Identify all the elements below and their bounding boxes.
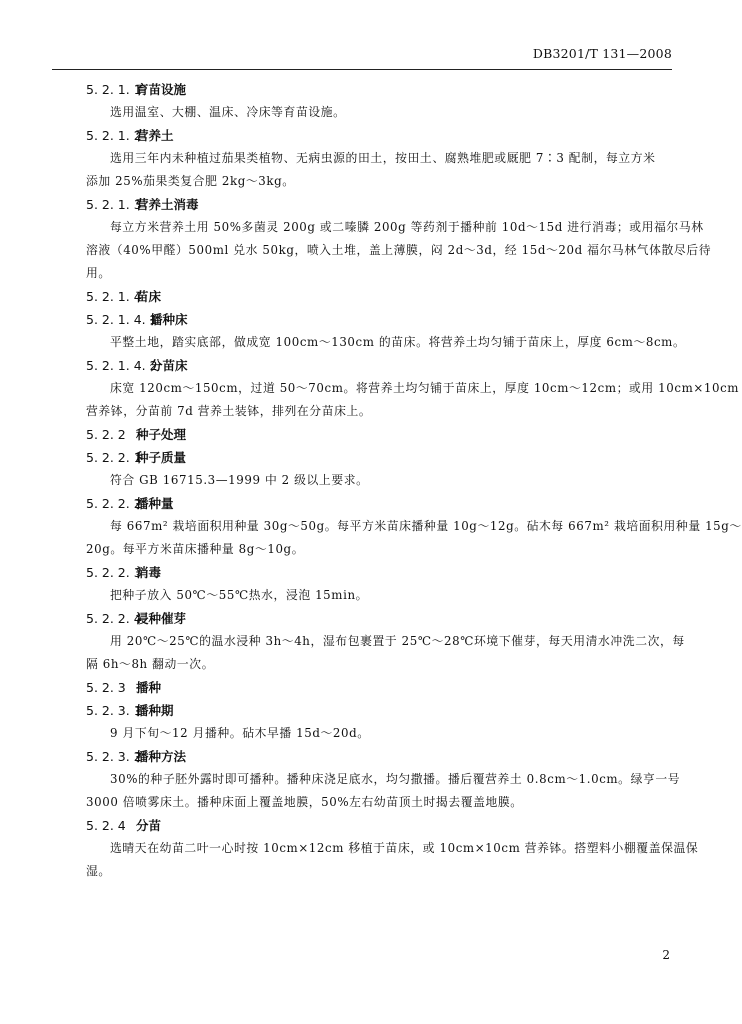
section-title: 播种 bbox=[136, 680, 162, 695]
section-heading bbox=[86, 561, 676, 584]
section-heading bbox=[86, 124, 676, 147]
section-title: 育苗设施 bbox=[136, 82, 187, 97]
paragraph-line: 把种子放入 50℃～55℃热水，浸泡 15min。 bbox=[110, 588, 369, 602]
section-number: 5. 2. 3. 2 bbox=[86, 749, 142, 764]
paragraph-line: 隔 6h～8h 翻动一次。 bbox=[86, 657, 215, 671]
page-number: 2 bbox=[662, 948, 670, 962]
header-divider bbox=[52, 69, 672, 70]
section-title: 播种方法 bbox=[136, 749, 187, 764]
section-number: 5. 2. 2 bbox=[86, 427, 126, 442]
section-heading bbox=[86, 193, 676, 216]
section-number: 5. 2. 4 bbox=[86, 818, 126, 833]
section-title: 分苗床 bbox=[150, 358, 188, 373]
section-heading bbox=[86, 814, 676, 837]
paragraph-line: 选用三年内未种植过茄果类植物、无病虫源的田土，按田土、腐熟堆肥或厩肥 7∶3 配制，每立方米 bbox=[110, 151, 656, 165]
section-title: 种子处理 bbox=[136, 427, 187, 442]
section-number: 5. 2. 2. 2 bbox=[86, 496, 142, 511]
paragraph-line: 每 667m² 栽培面积用种量 30g～50g。每平方米苗床播种量 10g～12g。砧木每 667m² 栽培面积用种量 15g～ bbox=[110, 519, 742, 533]
section-title: 营养土消毒 bbox=[136, 197, 199, 212]
paragraph-line: 营养钵，分苗前 7d 营养土装钵，排列在分苗床上。 bbox=[86, 404, 372, 418]
section-number: 5. 2. 1. 4. 1 bbox=[86, 312, 158, 327]
section-number: 5. 2. 1. 4 bbox=[86, 289, 142, 304]
section-number: 5. 2. 1. 3 bbox=[86, 197, 142, 212]
section-number: 5. 2. 1. 2 bbox=[86, 128, 142, 143]
paragraph-line: 每立方米营养土用 50%多菌灵 200g 或二嗪膦 200g 等药剂于播种前 10d～15d 进行消毒；或用福尔马林 bbox=[110, 220, 704, 234]
section-heading bbox=[86, 745, 676, 768]
paragraph-line: 20g。每平方米苗床播种量 8g～10g。 bbox=[86, 542, 305, 556]
paragraph-line: 平整土地，踏实底部，做成宽 100cm～130cm 的苗床。将营养土均匀铺于苗床上，厚度 6cm～8cm。 bbox=[110, 335, 686, 349]
section-title: 种子质量 bbox=[136, 450, 187, 465]
section-number: 5. 2. 3. 1 bbox=[86, 703, 142, 718]
section-number: 5. 2. 2. 1 bbox=[86, 450, 142, 465]
paragraph-line: 床宽 120cm～150cm，过道 50～70cm。将营养土均匀铺于苗床上，厚度 10cm～12cm；或用 10cm×10cm bbox=[110, 381, 740, 395]
paragraph-line: 湿。 bbox=[86, 864, 111, 878]
paragraph-line: 溶液（40%甲醛）500ml 兑水 50kg，喷入土堆，盖上薄膜，闷 2d～3d，经 15d～20d 福尔马林气体散尽后待 bbox=[86, 243, 712, 257]
section-heading bbox=[86, 423, 676, 446]
paragraph-line: 用。 bbox=[86, 266, 111, 280]
paragraph-line: 3000 倍喷雾床土。播种床面上覆盖地膜，50%左右幼苗顶土时揭去覆盖地膜。 bbox=[86, 795, 523, 809]
section-title: 浸种催芽 bbox=[136, 611, 187, 626]
section-title: 播种期 bbox=[136, 703, 174, 718]
section-number: 5. 2. 2. 4 bbox=[86, 611, 142, 626]
section-heading bbox=[86, 676, 676, 699]
paragraph-line: 选用温室、大棚、温床、冷床等育苗设施。 bbox=[110, 105, 346, 119]
document-code: DB3201/T 131—2008 bbox=[532, 46, 672, 61]
section-number: 5. 2. 3 bbox=[86, 680, 126, 695]
document-body bbox=[86, 78, 742, 883]
section-number: 5. 2. 1. 4. 2 bbox=[86, 358, 158, 373]
section-heading bbox=[86, 446, 676, 469]
section-heading bbox=[86, 78, 676, 101]
section-title: 分苗 bbox=[136, 818, 162, 833]
section-title: 苗床 bbox=[136, 289, 162, 304]
paragraph-line: 30%的种子胚外露时即可播种。播种床浇足底水，均匀撒播。播后覆营养土 0.8cm～1.0cm。绿亨一号 bbox=[110, 772, 681, 786]
paragraph-line: 符合 GB 16715.3—1999 中 2 级以上要求。 bbox=[110, 473, 369, 487]
section-title: 播种床 bbox=[150, 312, 188, 327]
section-title: 消毒 bbox=[136, 565, 162, 580]
section-number: 5. 2. 2. 3 bbox=[86, 565, 142, 580]
section-heading bbox=[86, 699, 676, 722]
paragraph-line: 添加 25%茄果类复合肥 2kg～3kg。 bbox=[86, 174, 295, 188]
section-heading bbox=[86, 492, 676, 515]
section-title: 播种量 bbox=[136, 496, 174, 511]
section-title: 营养土 bbox=[136, 128, 174, 143]
section-heading bbox=[86, 285, 676, 308]
section-number: 5. 2. 1. 1 bbox=[86, 82, 142, 97]
section-heading bbox=[86, 607, 676, 630]
section-heading bbox=[86, 308, 676, 331]
paragraph-line: 用 20℃～25℃的温水浸种 3h～4h，湿布包裹置于 25℃～28℃环境下催芽，每天用清水冲洗二次，每 bbox=[110, 634, 685, 648]
section-heading bbox=[86, 354, 676, 377]
paragraph-line: 9 月下旬～12 月播种。砧木早播 15d～20d。 bbox=[110, 726, 370, 740]
paragraph-line: 选晴天在幼苗二叶一心时按 10cm×12cm 移植于苗床，或 10cm×10cm 营养钵。搭塑料小棚覆盖保温保 bbox=[110, 841, 699, 855]
